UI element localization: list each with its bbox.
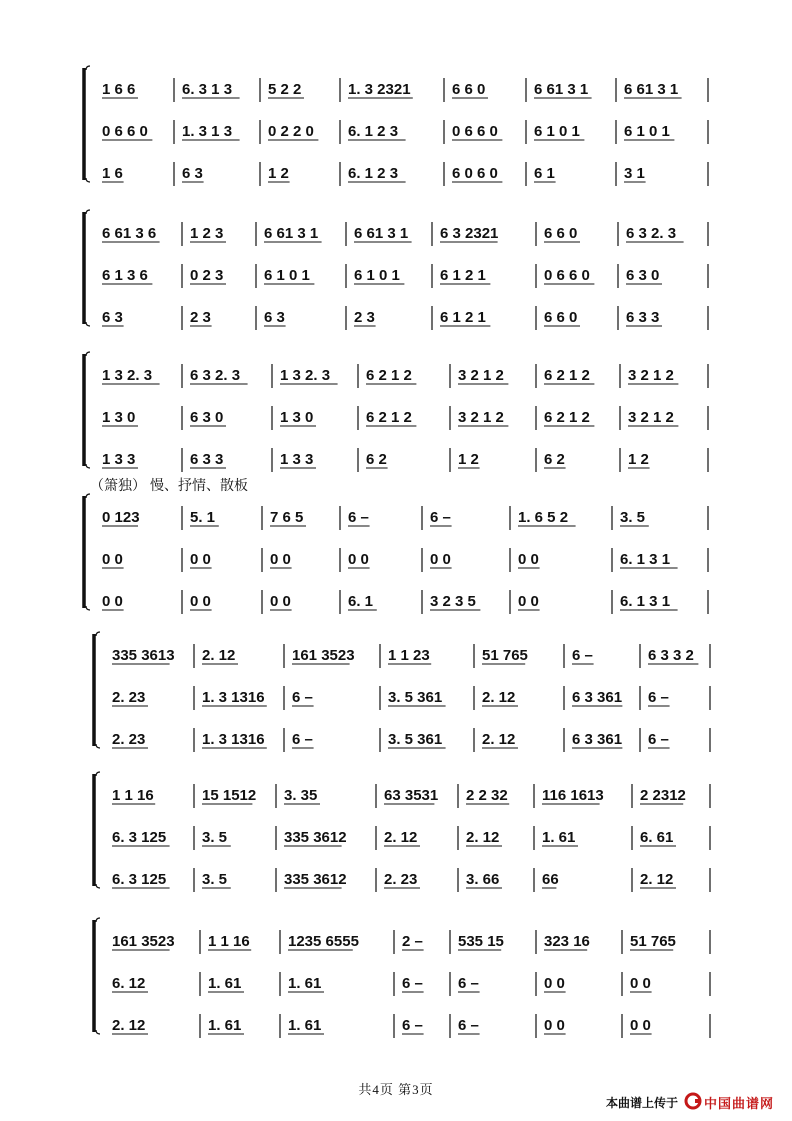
measure-s1-p2-m1: 0 6 6 0 [102, 123, 148, 140]
measure-s7-p3-m2: 1. 61 [208, 1017, 242, 1034]
measure-s1-p3-m1: 1 6 [102, 165, 123, 182]
measure-s2-p1-m5: 6 3 2321 [440, 225, 499, 242]
measure-s7-p2-m1: 6. 12 [112, 975, 146, 992]
measure-s1-p3-m5: 6 0 6 0 [452, 165, 498, 182]
measure-s1-p1-m7: 6 61 3 1 [624, 81, 679, 98]
measure-s3-p2-m1: 1 3 0 [102, 409, 136, 426]
measure-s3-p3-m1: 1 3 3 [102, 451, 136, 468]
measure-s7-p2-m4: 6 – [402, 975, 423, 992]
measure-s4-p2-m5: 0 0 [430, 551, 451, 568]
measure-s1-p1-m6: 6 61 3 1 [534, 81, 589, 98]
measure-s4-p1-m3: 7 6 5 [270, 509, 304, 526]
measure-s2-p3-m6: 6 6 0 [544, 309, 578, 326]
measure-s6-p1-m7: 2 2312 [640, 787, 686, 804]
measure-s5-p3-m7: 6 – [648, 731, 669, 748]
measure-s5-p2-m7: 6 – [648, 689, 669, 706]
measure-s5-p2-m3: 6 – [292, 689, 313, 706]
measure-s4-p2-m1: 0 0 [102, 551, 123, 568]
measure-s2-p1-m4: 6 61 3 1 [354, 225, 409, 242]
measure-s5-p1-m2: 2. 12 [202, 647, 236, 664]
measure-s3-p3-m6: 6 2 [544, 451, 565, 468]
solo-annotation: （箫独） [90, 479, 146, 494]
measure-s7-p2-m6: 0 0 [544, 975, 565, 992]
measure-s3-p1-m1: 1 3 2. 3 [102, 367, 153, 384]
measure-s3-p2-m5: 3 2 1 2 [458, 409, 504, 426]
measure-s2-p2-m2: 0 2 3 [190, 267, 224, 284]
measure-s5-p2-m2: 1. 3 1316 [202, 689, 265, 706]
measure-s5-p1-m4: 1 1 23 [388, 647, 430, 664]
bracket-hook [96, 632, 100, 748]
measure-s4-p2-m4: 0 0 [348, 551, 369, 568]
measure-s3-p3-m4: 6 2 [366, 451, 387, 468]
measure-s3-p2-m3: 1 3 0 [280, 409, 314, 426]
measure-s3-p2-m2: 6 3 0 [190, 409, 224, 426]
tempo-annotation: 慢、抒情、散板 [150, 479, 248, 494]
page-number: 共4页 第3页 [358, 1082, 434, 1097]
measure-s2-p2-m3: 6 1 0 1 [264, 267, 310, 284]
measure-s6-p1-m4: 63 3531 [384, 787, 439, 804]
measure-s5-p2-m1: 2. 23 [112, 689, 146, 706]
site-name[interactable]: 中国曲谱网 [704, 1097, 775, 1112]
measure-s1-p1-m1: 1 6 6 [102, 81, 136, 98]
measure-s2-p3-m5: 6 1 2 1 [440, 309, 486, 326]
measure-s5-p3-m1: 2. 23 [112, 731, 146, 748]
measure-s4-p3-m7: 6. 1 3 1 [620, 593, 671, 610]
measure-s4-p3-m4: 6. 1 [348, 593, 374, 610]
bracket-hook [96, 772, 100, 888]
measure-s6-p3-m3: 335 3612 [284, 871, 347, 888]
measure-s2-p2-m4: 6 1 0 1 [354, 267, 400, 284]
measure-s7-p1-m5: 535 15 [458, 933, 504, 950]
measure-s7-p2-m7: 0 0 [630, 975, 651, 992]
measure-s1-p2-m2: 1. 3 1 3 [182, 123, 233, 140]
measure-s3-p1-m3: 1 3 2. 3 [280, 367, 331, 384]
measure-s7-p1-m7: 51 765 [630, 933, 676, 950]
measure-s1-p1-m5: 6 6 0 [452, 81, 486, 98]
measure-s6-p3-m1: 6. 3 125 [112, 871, 167, 888]
measure-s2-p3-m4: 2 3 [354, 309, 375, 326]
measure-s6-p2-m7: 6. 61 [640, 829, 674, 846]
measure-s2-p1-m6: 6 6 0 [544, 225, 578, 242]
measure-s4-p2-m3: 0 0 [270, 551, 291, 568]
measure-s4-p3-m6: 0 0 [518, 593, 539, 610]
measure-s4-p1-m2: 5. 1 [190, 509, 216, 526]
measure-s3-p3-m3: 1 3 3 [280, 451, 314, 468]
measure-s2-p1-m1: 6 61 3 6 [102, 225, 157, 242]
bracket-hook [86, 352, 90, 468]
measure-s1-p3-m4: 6. 1 2 3 [348, 165, 399, 182]
measure-s5-p2-m5: 2. 12 [482, 689, 516, 706]
measure-s2-p1-m2: 1 2 3 [190, 225, 224, 242]
measure-s2-p1-m3: 6 61 3 1 [264, 225, 319, 242]
measure-s7-p3-m3: 1. 61 [288, 1017, 322, 1034]
bracket-hook [86, 494, 90, 610]
measure-s6-p2-m5: 2. 12 [466, 829, 500, 846]
measure-s5-p1-m3: 161 3523 [292, 647, 355, 664]
measure-s7-p2-m3: 1. 61 [288, 975, 322, 992]
measure-s4-p1-m5: 6 – [430, 509, 451, 526]
measure-s1-p3-m2: 6 3 [182, 165, 203, 182]
measure-s7-p1-m2: 1 1 16 [208, 933, 250, 950]
measure-s1-p1-m4: 1. 3 2321 [348, 81, 411, 98]
bracket-hook [96, 918, 100, 1034]
measure-s3-p2-m4: 6 2 1 2 [366, 409, 412, 426]
upload-note: 本曲谱上传于 [606, 1096, 679, 1110]
measure-s6-p3-m2: 3. 5 [202, 871, 228, 888]
measure-s1-p3-m3: 1 2 [268, 165, 289, 182]
measure-s4-p2-m6: 0 0 [518, 551, 539, 568]
measure-s5-p1-m5: 51 765 [482, 647, 528, 664]
measure-s6-p3-m6: 66 [542, 871, 559, 888]
measure-s4-p1-m6: 1. 6 5 2 [518, 509, 569, 526]
measure-s2-p3-m1: 6 3 [102, 309, 123, 326]
bracket-hook [86, 66, 90, 182]
measure-s3-p1-m5: 3 2 1 2 [458, 367, 504, 384]
measure-s7-p3-m5: 6 – [458, 1017, 479, 1034]
measure-s6-p1-m1: 1 1 16 [112, 787, 154, 804]
measure-s2-p2-m1: 6 1 3 6 [102, 267, 148, 284]
measure-s3-p2-m6: 6 2 1 2 [544, 409, 590, 426]
measure-s6-p3-m5: 3. 66 [466, 871, 500, 888]
measure-s2-p3-m2: 2 3 [190, 309, 211, 326]
measure-s6-p1-m5: 2 2 32 [466, 787, 508, 804]
measure-s5-p2-m4: 3. 5 361 [388, 689, 443, 706]
measure-s6-p2-m6: 1. 61 [542, 829, 576, 846]
measure-s3-p1-m7: 3 2 1 2 [628, 367, 674, 384]
measure-s3-p1-m6: 6 2 1 2 [544, 367, 590, 384]
measure-s5-p3-m6: 6 3 361 [572, 731, 623, 748]
measure-s5-p3-m5: 2. 12 [482, 731, 516, 748]
measure-s4-p3-m3: 0 0 [270, 593, 291, 610]
measure-s4-p3-m5: 3 2 3 5 [430, 593, 476, 610]
measure-s1-p2-m5: 0 6 6 0 [452, 123, 498, 140]
measure-s7-p1-m6: 323 16 [544, 933, 590, 950]
measure-s3-p3-m5: 1 2 [458, 451, 479, 468]
measure-s1-p2-m3: 0 2 2 0 [268, 123, 314, 140]
measure-s1-p2-m6: 6 1 0 1 [534, 123, 580, 140]
measure-s1-p1-m2: 6. 3 1 3 [182, 81, 233, 98]
measure-s7-p2-m5: 6 – [458, 975, 479, 992]
measure-s6-p1-m3: 3. 35 [284, 787, 318, 804]
measure-s4-p2-m2: 0 0 [190, 551, 211, 568]
measure-s5-p3-m2: 1. 3 1316 [202, 731, 265, 748]
measure-s2-p2-m6: 0 6 6 0 [544, 267, 590, 284]
measure-s5-p1-m1: 335 3613 [112, 647, 175, 664]
measure-s1-p3-m7: 3 1 [624, 165, 645, 182]
measure-s6-p3-m7: 2. 12 [640, 871, 674, 888]
measure-s3-p1-m4: 6 2 1 2 [366, 367, 412, 384]
measure-s1-p3-m6: 6 1 [534, 165, 555, 182]
measure-s2-p3-m3: 6 3 [264, 309, 285, 326]
measure-s5-p3-m3: 6 – [292, 731, 313, 748]
measure-s4-p3-m1: 0 0 [102, 593, 123, 610]
measure-s5-p3-m4: 3. 5 361 [388, 731, 443, 748]
measure-s7-p1-m1: 161 3523 [112, 933, 175, 950]
measure-s7-p2-m2: 1. 61 [208, 975, 242, 992]
measure-s7-p3-m4: 6 – [402, 1017, 423, 1034]
measure-s7-p3-m6: 0 0 [544, 1017, 565, 1034]
measure-s2-p1-m7: 6 3 2. 3 [626, 225, 677, 242]
measure-s4-p1-m1: 0 123 [102, 509, 140, 526]
measure-s7-p3-m1: 2. 12 [112, 1017, 146, 1034]
measure-s1-p2-m4: 6. 1 2 3 [348, 123, 399, 140]
measure-s3-p3-m2: 6 3 3 [190, 451, 224, 468]
measure-s6-p2-m4: 2. 12 [384, 829, 418, 846]
measure-s2-p2-m7: 6 3 0 [626, 267, 660, 284]
measure-s6-p3-m4: 2. 23 [384, 871, 418, 888]
measure-s2-p2-m5: 6 1 2 1 [440, 267, 486, 284]
measure-s1-p2-m7: 6 1 0 1 [624, 123, 670, 140]
measure-s5-p1-m7: 6 3 3 2 [648, 647, 694, 664]
measure-s7-p1-m3: 1235 6555 [288, 933, 359, 950]
measure-s4-p3-m2: 0 0 [190, 593, 211, 610]
measure-s4-p1-m4: 6 – [348, 509, 369, 526]
measure-s6-p1-m6: 116 1613 [542, 787, 604, 804]
measure-s6-p2-m2: 3. 5 [202, 829, 228, 846]
measure-s7-p3-m7: 0 0 [630, 1017, 651, 1034]
measure-s6-p2-m1: 6. 3 125 [112, 829, 167, 846]
measure-s4-p2-m7: 6. 1 3 1 [620, 551, 671, 568]
measure-s4-p1-m7: 3. 5 [620, 509, 646, 526]
measure-s2-p3-m7: 6 3 3 [626, 309, 660, 326]
measure-s1-p1-m3: 5 2 2 [268, 81, 302, 98]
measure-s5-p1-m6: 6 – [572, 647, 593, 664]
measure-s3-p1-m2: 6 3 2. 3 [190, 367, 241, 384]
measure-s3-p2-m7: 3 2 1 2 [628, 409, 674, 426]
measure-s3-p3-m7: 1 2 [628, 451, 649, 468]
measure-s6-p1-m2: 15 1512 [202, 787, 257, 804]
bracket-hook [86, 210, 90, 326]
measure-s6-p2-m3: 335 3612 [284, 829, 347, 846]
measure-s5-p2-m6: 6 3 361 [572, 689, 623, 706]
measure-s7-p1-m4: 2 – [402, 933, 423, 950]
